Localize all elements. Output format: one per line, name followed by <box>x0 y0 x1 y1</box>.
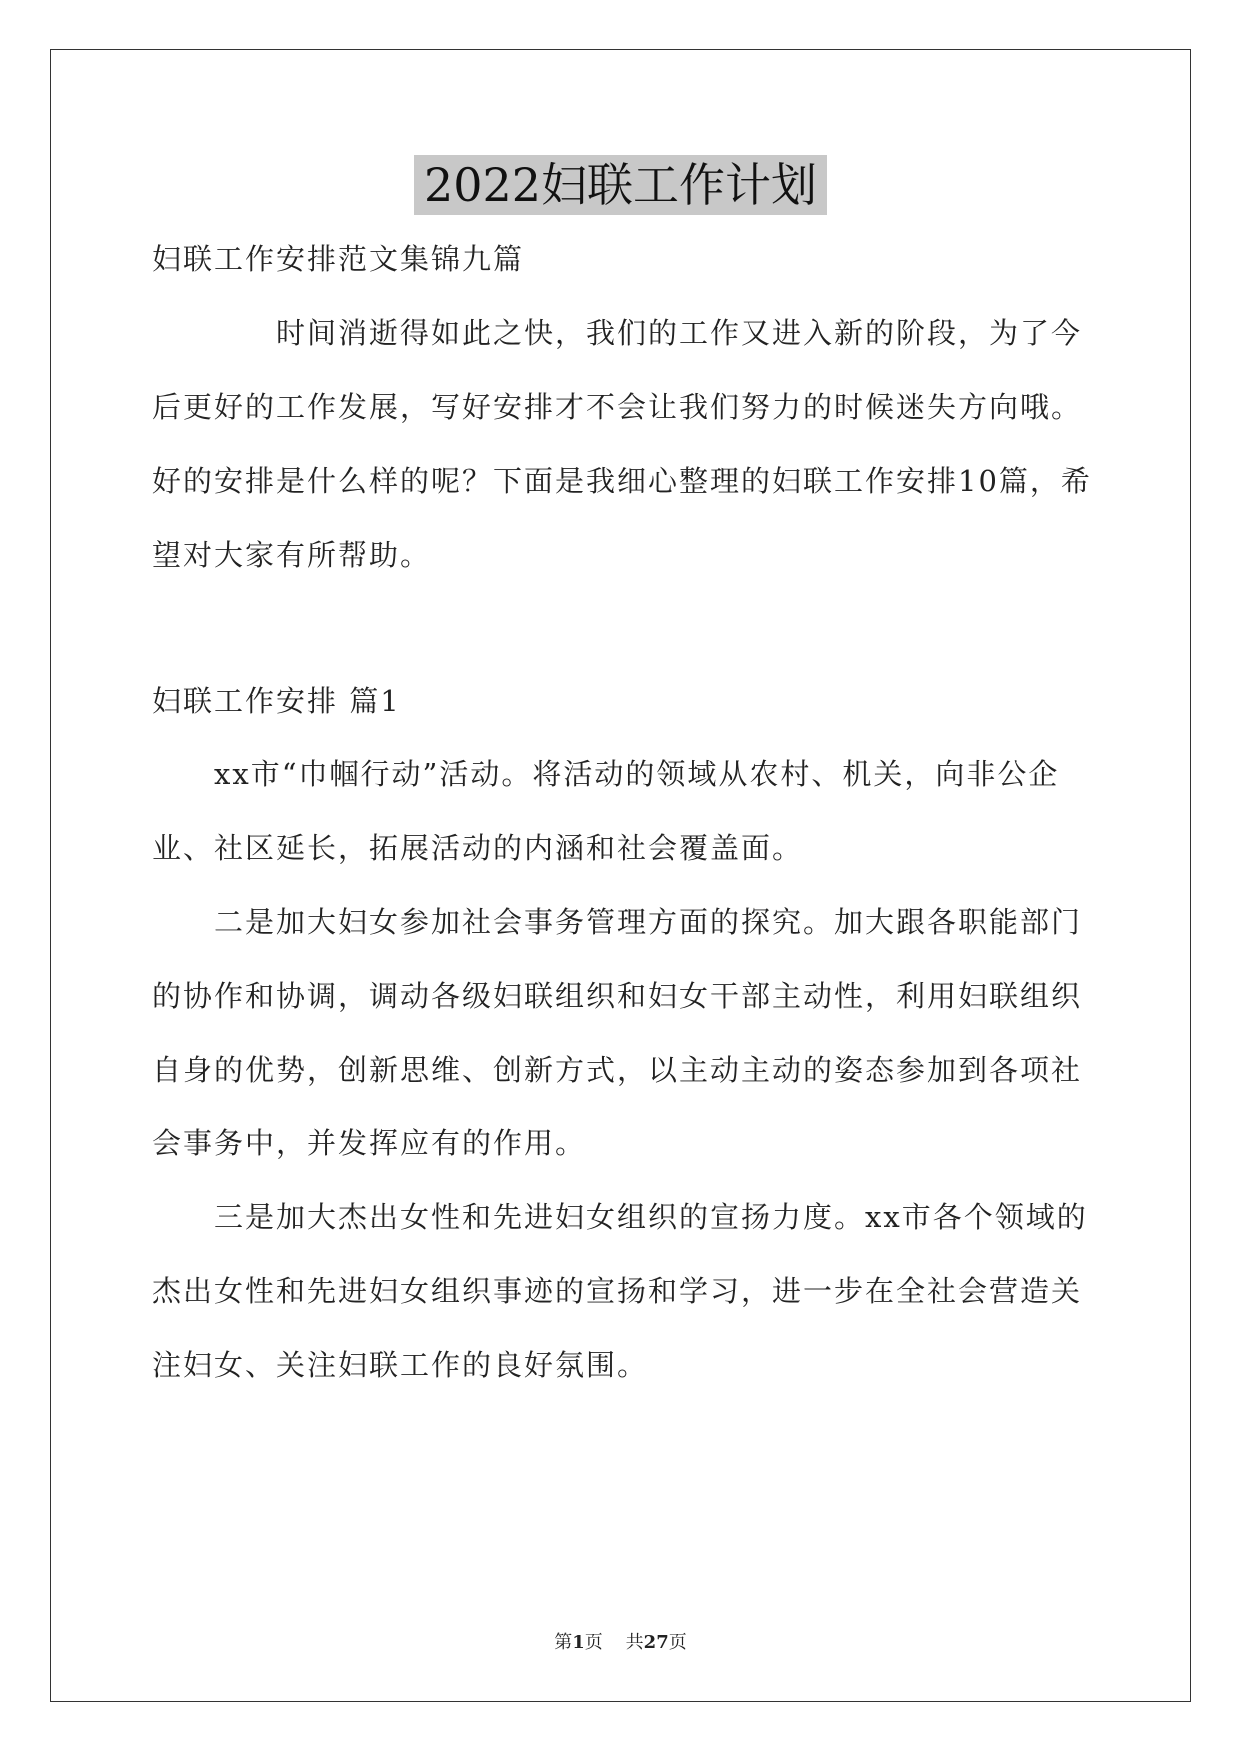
para1-line-1: xx市“巾帼行动”活动。将活动的领域从农村、机关，向非公企 <box>214 757 1060 791</box>
para3-line-1: 三是加大杰出女性和先进妇女组织的宣扬力度。xx市各个领域的 <box>214 1200 1088 1234</box>
para1-line-2: 业、社区延长，拓展活动的内涵和社会覆盖面。 <box>152 831 804 865</box>
page-border <box>50 49 1191 1702</box>
document-subtitle: 妇联工作安排范文集锦九篇 <box>152 242 525 276</box>
document-title: 2022妇联工作计划 <box>414 155 827 215</box>
para2-line-4: 会事务中，并发挥应有的作用。 <box>152 1126 587 1160</box>
page-footer <box>0 1628 1241 1654</box>
para2-line-2: 的协作和协调，调动各级妇联组织和妇女干部主动性，利用妇联组织 <box>152 979 1083 1013</box>
section-heading: 妇联工作安排 篇1 <box>152 684 401 718</box>
total-pages: 27 <box>643 1632 669 1653</box>
total-suffix: 页 <box>668 1632 687 1653</box>
total-prefix: 共 <box>625 1632 644 1653</box>
para2-line-1: 二是加大妇女参加社会事务管理方面的探究。加大跟各职能部门 <box>214 905 1083 939</box>
intro-line-3: 好的安排是什么样的呢？下面是我细心整理的妇联工作安排10篇，希 <box>152 464 1092 498</box>
para3-line-2: 杰出女性和先进妇女组织事迹的宣扬和学习，进一步在全社会营造关 <box>152 1274 1083 1308</box>
intro-line-2: 后更好的工作发展，写好安排才不会让我们努力的时候迷失方向哦。 <box>152 390 1083 424</box>
page-number: 1 <box>572 1632 585 1653</box>
para3-line-3: 注妇女、关注妇联工作的良好氛围。 <box>152 1348 649 1382</box>
page-prefix: 第 <box>554 1632 573 1653</box>
intro-line-1: 时间消逝得如此之快，我们的工作又进入新的阶段，为了今 <box>276 316 1083 350</box>
title-container <box>0 155 1241 215</box>
para2-line-3: 自身的优势，创新思维、创新方式，以主动主动的姿态参加到各项社 <box>152 1053 1083 1087</box>
page-suffix: 页 <box>584 1632 603 1653</box>
intro-line-4: 望对大家有所帮助。 <box>152 538 432 572</box>
